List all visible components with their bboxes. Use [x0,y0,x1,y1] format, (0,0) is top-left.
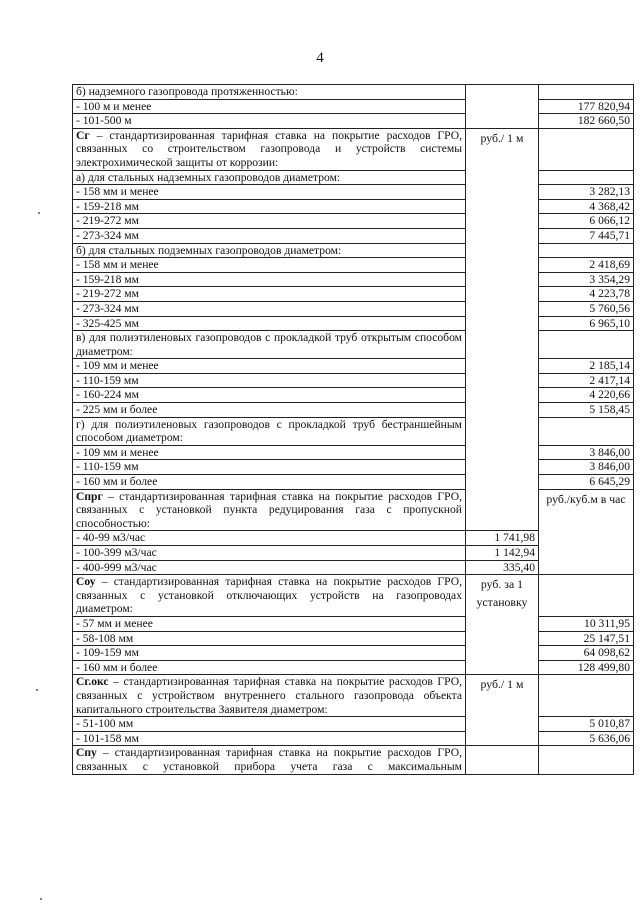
table-row: - 273-324 мм 5 760,56 [73,301,634,316]
unit-rub-per-m3h: руб./куб.м в час [539,489,634,575]
scan-speck [40,898,42,900]
rate-description-sgoks: Сг.окс – стандартизированная тарифная ставка на покрытие расходов ГРО, связанных с устройством внутреннего стального газопровода объекта капитального строительства Заявителя диаметром: [73,675,466,717]
table-row: - 158 мм и менее 3 282,13 [73,185,634,200]
subsection-title: б) для стальных подземных газопроводов диаметром: [73,243,466,258]
table-row: - 101-158 мм 5 636,06 [73,731,634,746]
page-number: 4 [316,50,324,66]
table-row: - 40-99 м3/час 1 741,98 [73,531,634,546]
table-row: - 101-500 м 182 660,50 [73,114,634,129]
table-row: - 109 мм и менее 3 846,00 [73,445,634,460]
subsection-title: в) для полиэтиленовых газопроводов с прокладкой труб открытым способом диаметром: [73,331,466,359]
table-row: - 57 мм и менее 10 311,95 [73,616,634,631]
rate-description-sprg: Спрг – стандартизированная тарифная ставка на покрытие расходов ГРО, связанных с установкой пункта редуцирования газа с пропускной способностью: [73,489,466,531]
subsection-title: г) для полиэтиленовых газопроводов с прокладкой труб бестраншейным способом диаметром: [73,417,466,445]
subsection-title: а) для стальных надземных газопроводов диаметром: [73,170,466,185]
table-row: - 58-108 мм 25 147,51 [73,631,634,646]
table-row: - 273-324 мм 7 445,71 [73,228,634,243]
table-row: - 158 мм и менее 2 418,69 [73,258,634,273]
table-row [73,489,634,531]
rate-description-spu: Спу – стандартизированная тарифная ставка на покрытие расходов ГРО, связанных с установкой прибора учета газа с максимальным [73,746,466,774]
table-row [73,746,634,774]
table-row: - 400-999 м3/час 335,40 [73,560,634,575]
scan-speck [38,212,40,214]
table-row [73,170,634,185]
table-row: - 160-224 мм 4 220,66 [73,388,634,403]
table-row [73,243,634,258]
table-row [73,575,634,617]
table-row: - 109 мм и менее 2 185,14 [73,359,634,374]
table-row: - 110-159 мм 2 417,14 [73,373,634,388]
table-row: - 109-159 мм 64 098,62 [73,646,634,661]
unit-rub-per-install: руб. за 1 установку [466,575,539,675]
scan-speck [36,689,38,691]
table-row: - 219-272 мм 6 066,12 [73,214,634,229]
table-row: - 110-159 мм 3 846,00 [73,460,634,475]
table-row [73,331,634,359]
table-row: - 225 мм и более 5 158,45 [73,403,634,418]
unit-rub-per-m-2: руб./ 1 м [466,675,539,746]
subsection-title: б) надземного газопровода протяженностью: [73,85,466,100]
table-row: - 159-218 мм 3 354,29 [73,272,634,287]
unit-cell [466,85,539,129]
table-row: - 159-218 мм 4 368,42 [73,199,634,214]
table-row [73,128,634,170]
rate-description-cg: Сг – стандартизированная тарифная ставка на покрытие расходов ГРО, связанных со строительством газопровода и устройств системы электрохимической защиты от коррозии: [73,128,466,170]
unit-rub-per-m: руб./ 1 м [466,128,539,531]
table-row: - 219-272 мм 4 223,78 [73,287,634,302]
table-row: - 160 мм и более 128 499,80 [73,660,634,675]
table-row: - 160 мм и более 6 645,29 [73,475,634,490]
table-row: - 100-399 м3/час 1 142,94 [73,546,634,561]
table-row: - 325-425 мм 6 965,10 [73,316,634,331]
table-row [73,417,634,445]
table-row: - 100 м и менее 177 820,94 [73,99,634,114]
table-row: - 51-100 мм 5 010,87 [73,717,634,732]
rate-description-sou: Соу – стандартизированная тарифная ставка на покрытие расходов ГРО, связанных с установкой отключающих устройств на газопроводах диаметром: [73,575,466,617]
table-row [73,675,634,717]
table-row [73,85,634,100]
tariff-table [72,84,634,775]
